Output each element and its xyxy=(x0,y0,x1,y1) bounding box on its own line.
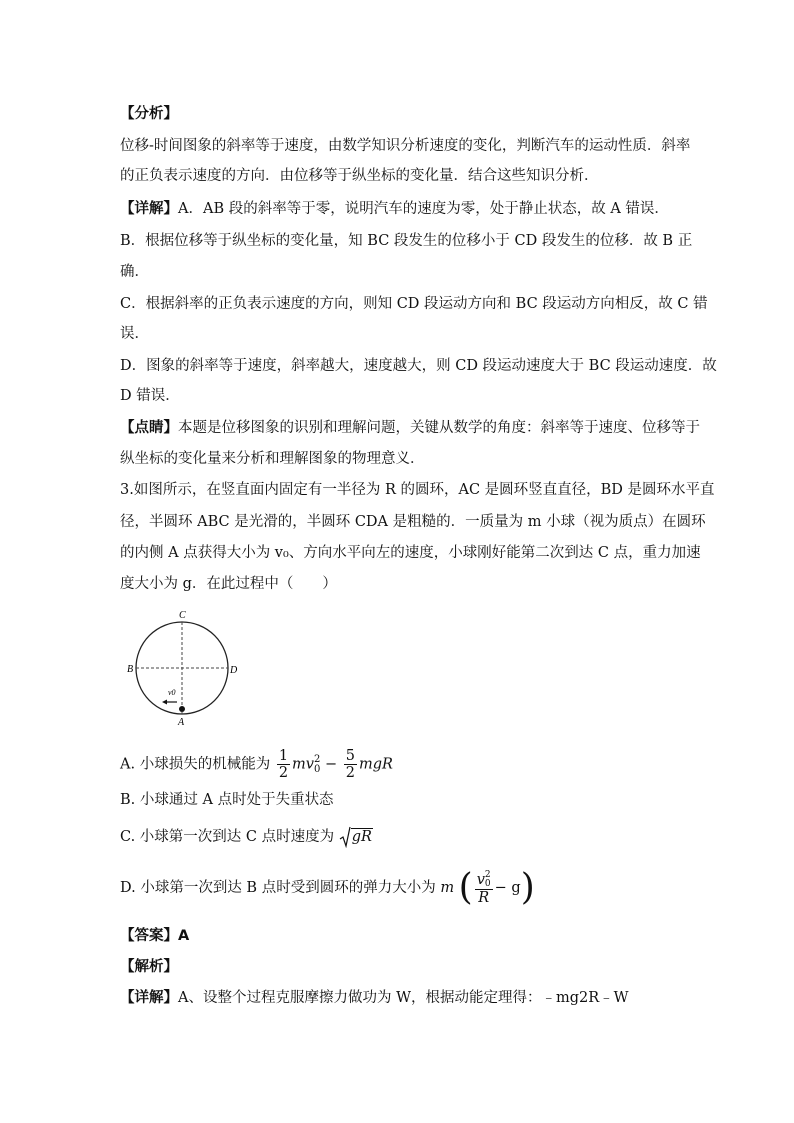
fraction-half-num: 1 xyxy=(278,748,289,764)
fraction-five-half-den: 2 xyxy=(345,765,355,781)
detail-b-2: 确． xyxy=(120,264,149,280)
detail-d-1: D．图象的斜率等于速度，斜率越大，速度越大，则 CD 段运动速度大于 BC 段运动速度．故 xyxy=(120,358,717,374)
option-b: B. 小球通过 A 点时处于失重状态 xyxy=(120,792,334,808)
detail-c-2: 误． xyxy=(120,326,149,342)
option-c xyxy=(120,823,373,851)
minus-sign: − xyxy=(324,756,338,773)
mgr-term: mgR xyxy=(358,756,393,773)
fraction-half xyxy=(277,748,290,781)
v-squared-over-r xyxy=(475,871,493,906)
question-3-line-2: 径，半圆环 ABC 是光滑的，半圆环 CDA 是粗糙的．一质量为 m 小球（视为质点）在圆环 xyxy=(120,514,706,530)
label-c: C xyxy=(179,610,186,621)
analysis-heading-2: 【解析】 xyxy=(120,959,178,975)
comment-line-1 xyxy=(120,418,700,438)
comment-line-2: 纵坐标的变化量来分析和理解图象的物理意义． xyxy=(120,451,425,467)
velocity-arrowhead xyxy=(162,700,167,705)
question-3-line-4: 度大小为 g．在此过程中（ ） xyxy=(120,576,337,592)
mv-term: mv xyxy=(292,756,314,773)
detail-2 xyxy=(120,988,629,1008)
radical-sign xyxy=(339,826,351,848)
option-a xyxy=(120,748,393,781)
mv-sub: 0 xyxy=(314,763,321,775)
option-d-prefix: D. 小球第一次到达 B 点时受到圆环的弹力大小为 xyxy=(120,880,436,896)
right-paren: ) xyxy=(520,867,535,908)
label-v0: v0 xyxy=(168,688,176,697)
fraction-five-half xyxy=(344,748,357,781)
detail-2-text: A、设整个过程克服摩擦力做功为 W，根据动能定理得：﹣mg2R﹣W xyxy=(178,990,629,1006)
detail-c-1: C．根据斜率的正负表示速度的方向，则知 CD 段运动方向和 BC 段运动方向相反，故 C 错 xyxy=(120,296,708,312)
v-squared-num: v 2 0 xyxy=(476,869,491,889)
detail-2-heading: 【详解】 xyxy=(120,990,178,1006)
r-den: R xyxy=(478,889,490,906)
fraction-five-half-num: 5 xyxy=(345,748,355,764)
radicand: gR xyxy=(351,829,372,845)
mv-sup: 2 xyxy=(314,753,321,765)
label-d: D xyxy=(230,665,238,676)
analysis-text-2: 的正负表示速度的方向．由位移等于纵坐标的变化量．结合这些知识分析． xyxy=(120,168,599,184)
circle-figure xyxy=(120,606,250,728)
detail-d-2: D 错误． xyxy=(120,388,180,404)
detail-a xyxy=(120,199,669,219)
mass-m: m xyxy=(440,880,455,896)
analysis-text-1: 位移-时间图象的斜率等于速度，由数学知识分析速度的变化，判断汽车的运动性质．斜率 xyxy=(120,138,691,154)
option-d xyxy=(120,868,535,908)
detail-heading: 【详解】 xyxy=(120,201,178,217)
ball xyxy=(179,706,185,712)
detail-b-1: B．根据位移等于纵坐标的变化量，知 BC 段发生的位移小于 CD 段发生的位移．故 B 正 xyxy=(120,233,693,249)
section-analysis-heading: 【分析】 xyxy=(120,106,178,122)
minus-g: − g xyxy=(494,880,521,896)
detail-a-text: A．AB 段的斜率等于零，说明汽车的速度为零，处于静止状态，故 A 错误． xyxy=(178,201,669,217)
comment-text-1: 本题是位移图象的识别和理解问题，关键从数学的角度：斜率等于速度、位移等于 xyxy=(178,420,700,436)
left-paren: ( xyxy=(458,867,473,908)
label-b: B xyxy=(127,664,134,675)
sqrt-expression xyxy=(339,823,373,851)
answer: 【答案】A xyxy=(120,928,190,944)
question-3-line-3: 的内侧 A 点获得大小为 v₀、方向水平向左的速度，小球刚好能第二次到达 C 点，重力加速 xyxy=(120,545,701,561)
comment-heading: 【点睛】 xyxy=(120,420,178,436)
option-a-prefix: A. 小球损失的机械能为 xyxy=(120,756,271,773)
option-c-prefix: C. 小球第一次到达 C 点时速度为 xyxy=(120,829,335,845)
label-a: A xyxy=(178,717,185,728)
question-3-line-1: 3.如图所示，在竖直面内固定有一半径为 R 的圆环，AC 是圆环竖直直径，BD 是圆环水平直 xyxy=(120,482,715,498)
fraction-half-den: 2 xyxy=(278,765,289,781)
